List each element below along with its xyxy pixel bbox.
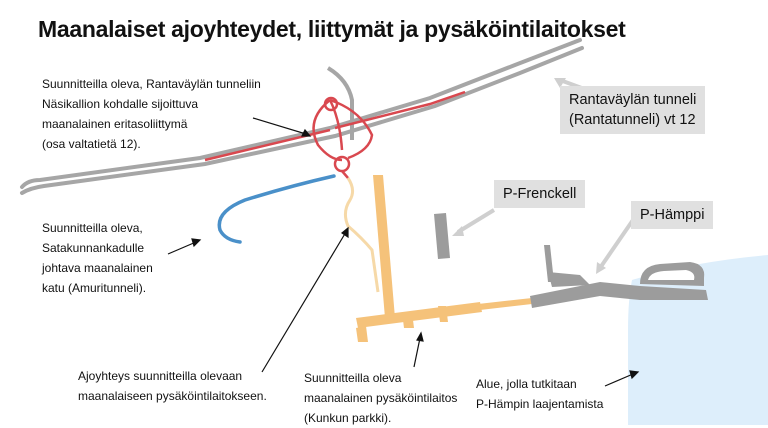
label-rantavayla-tunnel: Rantaväylän tunneli (Rantatunneli) vt 12	[560, 86, 705, 134]
label-p-hamppi: P-Hämppi	[631, 201, 713, 229]
page-title: Maanalaiset ajoyhteydet, liittymät ja pysäköintilaitokset	[38, 16, 626, 42]
note-connection: Ajoyhteys suunnitteilla olevaan maanalaiseen pysäköintilaitokseen.	[78, 369, 267, 403]
amuritunneli-street	[219, 176, 334, 242]
note-kunkku: Suunnitteilla oleva maanalainen pysäköintilaitos (Kunkun parkki).	[304, 371, 458, 425]
hamppi-parking	[530, 245, 708, 308]
parking-connection-path	[345, 178, 378, 292]
label-p-frenckell: P-Frenckell	[494, 180, 585, 208]
note-street: Suunnitteilla oleva, Satakunnankadulle johtava maanalainen katu (Amuritunneli).	[42, 221, 153, 295]
note-area: Alue, jolla tutkitaan P-Hämpin laajentamista	[476, 377, 604, 411]
note-interchange: Suunnitteilla oleva, Rantaväylän tunneliin Näsikallion kohdalle sijoittuva maanalainen eritasoliittymä (osa valtatietä 12).	[42, 77, 261, 151]
frenckell-parking	[434, 213, 450, 259]
